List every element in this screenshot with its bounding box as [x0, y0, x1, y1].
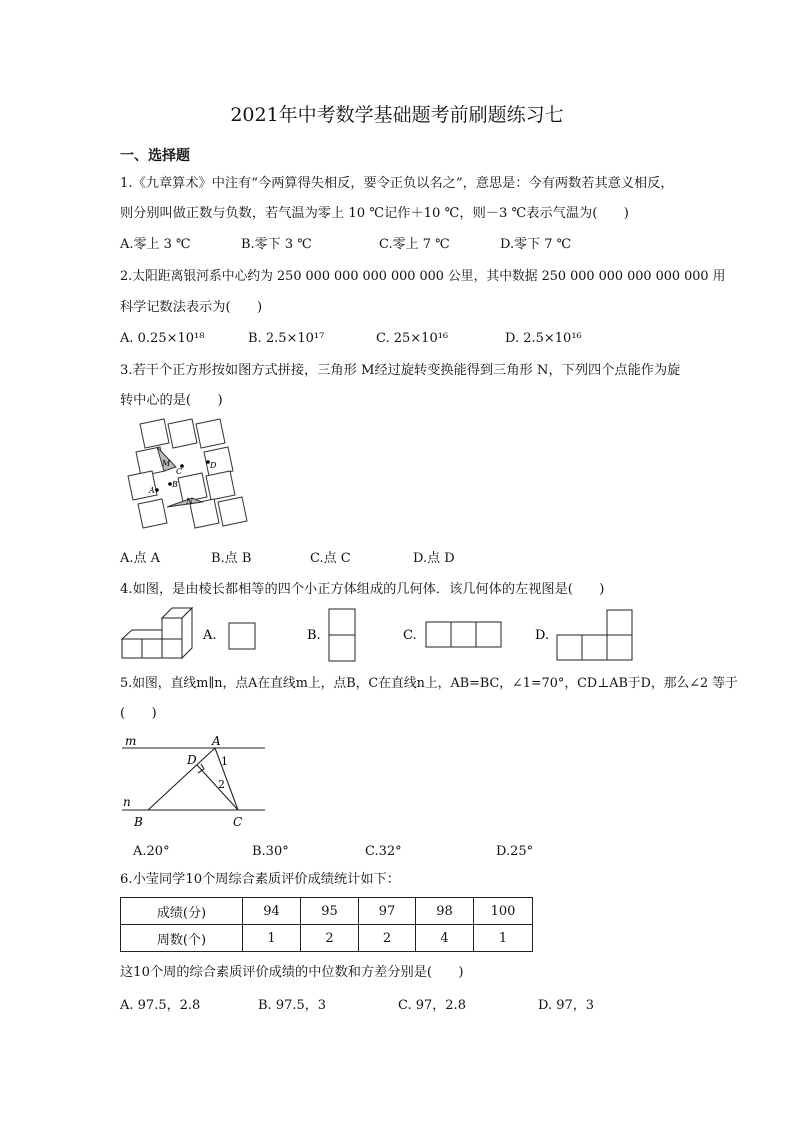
q6-stem-line2: 这10个周的综合素质评价成绩的中位数和方差分别是( )	[120, 965, 464, 980]
q4-option-c-label: C.	[403, 628, 417, 643]
cube-solid-figure	[122, 608, 192, 658]
table-cell: 100	[474, 898, 533, 925]
q6-option-a: A. 97.5，2.8	[120, 998, 201, 1013]
label-line-n: n	[123, 795, 131, 809]
q3-option-b: B.点 B	[211, 551, 252, 566]
q4-option-d-label: D.	[535, 628, 550, 643]
label-point-b: B	[134, 815, 143, 829]
q2-option-d: D. 2.5×10¹⁶	[505, 331, 582, 346]
q4-option-c-view	[426, 622, 501, 647]
label-m: M	[162, 459, 171, 468]
label-d: D	[210, 461, 217, 470]
q4-option-a-view	[229, 623, 255, 649]
label-c: C	[176, 467, 183, 476]
q5-option-c: C.32°	[365, 844, 402, 859]
table-cell: 1	[243, 925, 301, 952]
label-angle-2: 2	[218, 778, 225, 791]
q4-option-b-view	[329, 609, 355, 661]
table-cell: 95	[301, 898, 359, 925]
table-row	[121, 898, 533, 925]
q3-option-d: D.点 D	[413, 551, 455, 566]
q2-stem-line1: 2.太阳距离银河系中心约为 250 000 000 000 000 000 公里，其中数据 250 000 000 000 000 000 用	[120, 269, 726, 284]
q4-option-a-label: A.	[203, 628, 217, 643]
q1-stem-line2: 则分别叫做正数与负数，若气温为零上 10 ℃记作＋10 ℃，则－3 ℃表示气温为( )	[120, 206, 629, 221]
rotated-squares-figure	[120, 416, 250, 540]
table-cell: 2	[301, 925, 359, 952]
q5-stem-line2: ( )	[120, 706, 157, 721]
q1-option-a: A.零上 3 ℃	[120, 237, 191, 252]
q2-stem-line2: 科学记数法表示为( )	[120, 300, 263, 315]
table-row	[121, 925, 533, 952]
label-n: N	[186, 497, 193, 506]
table-cell: 94	[243, 898, 301, 925]
q4-figure-row	[120, 606, 640, 662]
score-table	[120, 897, 533, 952]
q3-stem-line2: 转中心的是( )	[120, 393, 223, 408]
q6-stem-line1: 6.小莹同学10个周综合素质评价成绩统计如下：	[120, 872, 400, 887]
page-title: 2021年中考数学基础题考前刷题练习七	[230, 104, 564, 126]
table-cell: 98	[416, 898, 474, 925]
q2-option-b: B. 2.5×10¹⁷	[248, 331, 325, 346]
section-heading: 一、选择题	[120, 148, 190, 164]
q2-option-c: C. 25×10¹⁶	[376, 331, 449, 346]
q5-option-a: A.20°	[133, 844, 170, 859]
table-cell: 97	[359, 898, 416, 925]
q6-option-c: C. 97，2.8	[398, 998, 466, 1013]
q1-stem-line1: 1.《九章算术》中注有“今两算得失相反，要令正负以名之”，意思是：今有两数若其意义相反，	[120, 176, 674, 191]
q1-option-c: C.零上 7 ℃	[379, 237, 450, 252]
table-cell: 成绩(分)	[121, 898, 243, 925]
q3-option-c: C.点 C	[310, 551, 351, 566]
label-point-c: C	[233, 815, 243, 829]
label-a: A	[149, 486, 155, 495]
table-cell: 4	[416, 925, 474, 952]
table-cell: 1	[474, 925, 533, 952]
q5-stem-line1: 5.如图，直线m∥n，点A在直线m上，点B，C在直线n上，AB=BC，∠1=70°，CD⊥AB于D，那么∠2 等于	[120, 676, 738, 691]
q2-option-a: A. 0.25×10¹⁸	[120, 331, 205, 346]
label-angle-1: 1	[221, 755, 228, 768]
label-point-d: D	[187, 753, 197, 767]
label-point-a: A	[212, 735, 221, 748]
q6-option-b: B. 97.5，3	[258, 998, 327, 1013]
label-line-m: m	[125, 735, 137, 748]
q3-stem-line1: 3.若干个正方形按如图方式拼接，三角形 M经过旋转变换能得到三角形 N，下列四个点能作为旋	[120, 363, 681, 378]
q4-option-b-label: B.	[307, 628, 321, 643]
q1-option-d: D.零下 7 ℃	[500, 237, 572, 252]
q3-option-a: A.点 A	[120, 551, 161, 566]
q1-option-b: B.零下 3 ℃	[241, 237, 312, 252]
q5-option-b: B.30°	[252, 844, 289, 859]
q4-option-d-view	[557, 610, 632, 660]
label-b: B	[172, 480, 178, 489]
q6-option-d: D. 97，3	[538, 998, 595, 1013]
table-cell: 周数(个)	[121, 925, 243, 952]
q4-stem: 4.如图，是由棱长都相等的四个小正方体组成的几何体．该几何体的左视图是( )	[120, 582, 605, 597]
parallel-lines-triangle-figure	[120, 735, 270, 830]
q5-option-d: D.25°	[496, 844, 534, 859]
table-cell: 2	[359, 925, 416, 952]
